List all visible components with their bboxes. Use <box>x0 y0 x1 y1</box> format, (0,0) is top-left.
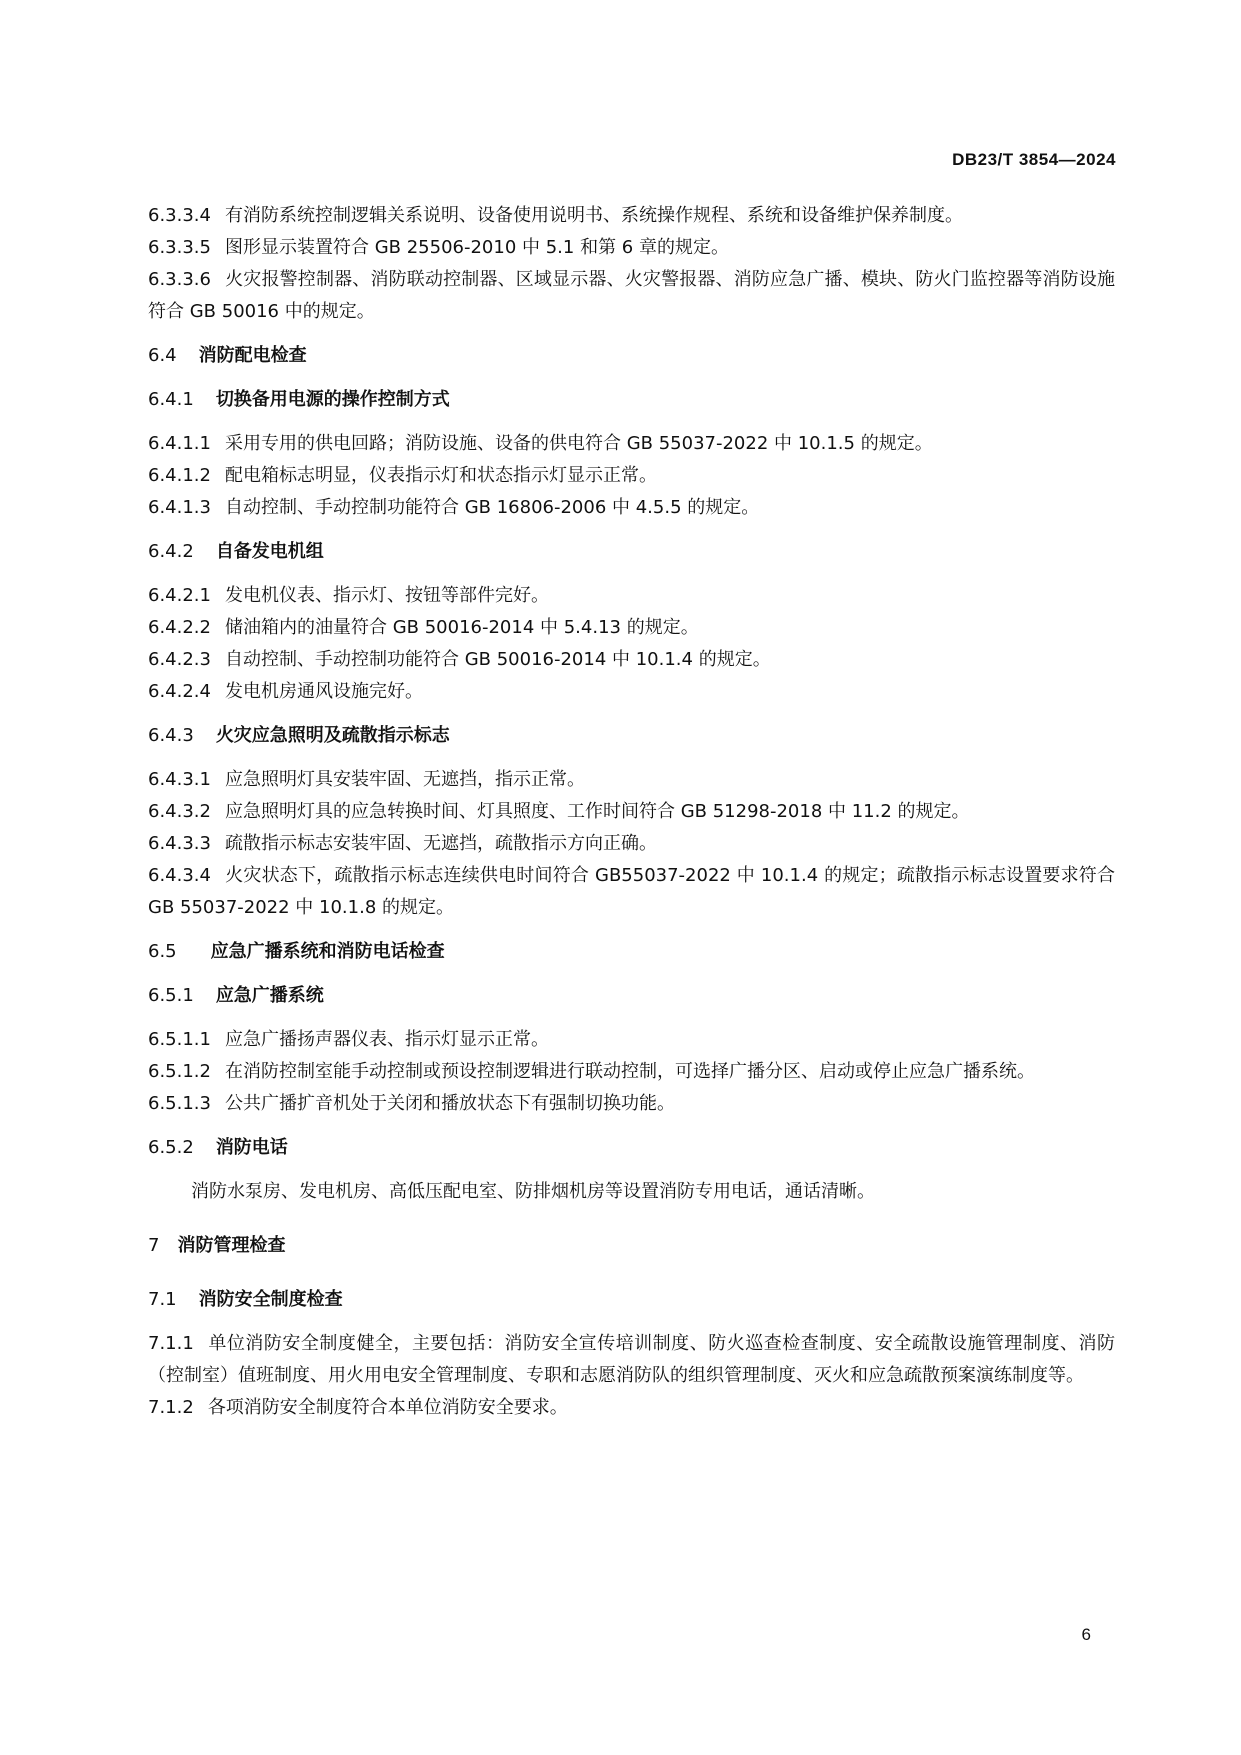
section-heading-6-5: 6.5 应急广播系统和消防电话检查 <box>148 941 445 962</box>
clause-6-4-3-4: 6.4.3.4 火灾状态下，疏散指示标志连续供电时间符合 GB55037-2022 中 10.1.4 的规定；疏散指示标志设置要求符合 GB 55037-2022 中 10.1.8 的规定。 <box>148 865 1115 918</box>
clause-6-3-3-6: 6.3.3.6 火灾报警控制器、消防联动控制器、区域显示器、火灾警报器、消防应急广播、模块、防火门监控器等消防设施符合 GB 50016 中的规定。 <box>148 269 1115 322</box>
clause-6-5-1-2: 6.5.1.2 在消防控制室能手动控制或预设控制逻辑进行联动控制，可选择广播分区、启动或停止应急广播系统。 <box>148 1061 1035 1082</box>
clause-6-4-1-2: 6.4.1.2 配电箱标志明显，仪表指示灯和状态指示灯显示正常。 <box>148 465 657 486</box>
section-heading-7-1: 7.1 消防安全制度检查 <box>148 1289 343 1310</box>
subsection-heading-6-4-3: 6.4.3 火灾应急照明及疏散指示标志 <box>148 725 450 746</box>
clause-6-5-1-3: 6.5.1.3 公共广播扩音机处于关闭和播放状态下有强制切换功能。 <box>148 1093 675 1114</box>
clause-6-4-2-1: 6.4.2.1 发电机仪表、指示灯、按钮等部件完好。 <box>148 585 549 606</box>
section-heading-6-4: 6.4 消防配电检查 <box>148 345 307 366</box>
clause-7-1-2: 7.1.2 各项消防安全制度符合本单位消防安全要求。 <box>148 1397 568 1418</box>
clause-6-4-2-3: 6.4.2.3 自动控制、手动控制功能符合 GB 50016-2014 中 10.1.4 的规定。 <box>148 649 771 670</box>
clause-6-4-3-2: 6.4.3.2 应急照明灯具的应急转换时间、灯具照度、工作时间符合 GB 51298-2018 中 11.2 的规定。 <box>148 801 970 822</box>
clause-6-4-2-4: 6.4.2.4 发电机房通风设施完好。 <box>148 681 423 702</box>
subsection-heading-6-4-1: 6.4.1 切换备用电源的操作控制方式 <box>148 389 450 410</box>
chapter-heading-7: 7 消防管理检查 <box>148 1235 286 1256</box>
clause-6-3-3-4: 6.3.3.4 有消防系统控制逻辑关系说明、设备使用说明书、系统操作规程、系统和设备维护保养制度。 <box>148 205 963 226</box>
page-number: 6 <box>1081 1625 1091 1644</box>
subsection-heading-6-4-2: 6.4.2 自备发电机组 <box>148 541 324 562</box>
document-body <box>148 200 1115 1424</box>
subsection-heading-6-5-1: 6.5.1 应急广播系统 <box>148 985 324 1006</box>
clause-6-3-3-5: 6.3.3.5 图形显示装置符合 GB 25506-2010 中 5.1 和第 6 章的规定。 <box>148 237 729 258</box>
document-code-header: DB23/T 3854—2024 <box>952 150 1116 169</box>
clause-6-5-1-1: 6.5.1.1 应急广播扬声器仪表、指示灯显示正常。 <box>148 1029 549 1050</box>
clause-6-4-1-1: 6.4.1.1 采用专用的供电回路；消防设施、设备的供电符合 GB 55037-2022 中 10.1.5 的规定。 <box>148 433 933 454</box>
clause-6-4-3-1: 6.4.3.1 应急照明灯具安装牢固、无遮挡，指示正常。 <box>148 769 585 790</box>
clause-6-4-3-3: 6.4.3.3 疏散指示标志安装牢固、无遮挡，疏散指示方向正确。 <box>148 833 657 854</box>
clause-6-4-2-2: 6.4.2.2 储油箱内的油量符合 GB 50016-2014 中 5.4.13 的规定。 <box>148 617 699 638</box>
clause-6-5-2-body: 消防水泵房、发电机房、高低压配电室、防排烟机房等设置消防专用电话，通话清晰。 <box>191 1181 875 1202</box>
clause-6-4-1-3: 6.4.1.3 自动控制、手动控制功能符合 GB 16806-2006 中 4.5.5 的规定。 <box>148 497 760 518</box>
clause-7-1-1: 7.1.1 单位消防安全制度健全，主要包括：消防安全宣传培训制度、防火巡查检查制度、安全疏散设施管理制度、消防（控制室）值班制度、用火用电安全管理制度、专职和志愿消防队的组织管理制度、灭火和应急疏散预案演练制度等。 <box>148 1333 1115 1386</box>
subsection-heading-6-5-2: 6.5.2 消防电话 <box>148 1137 288 1158</box>
